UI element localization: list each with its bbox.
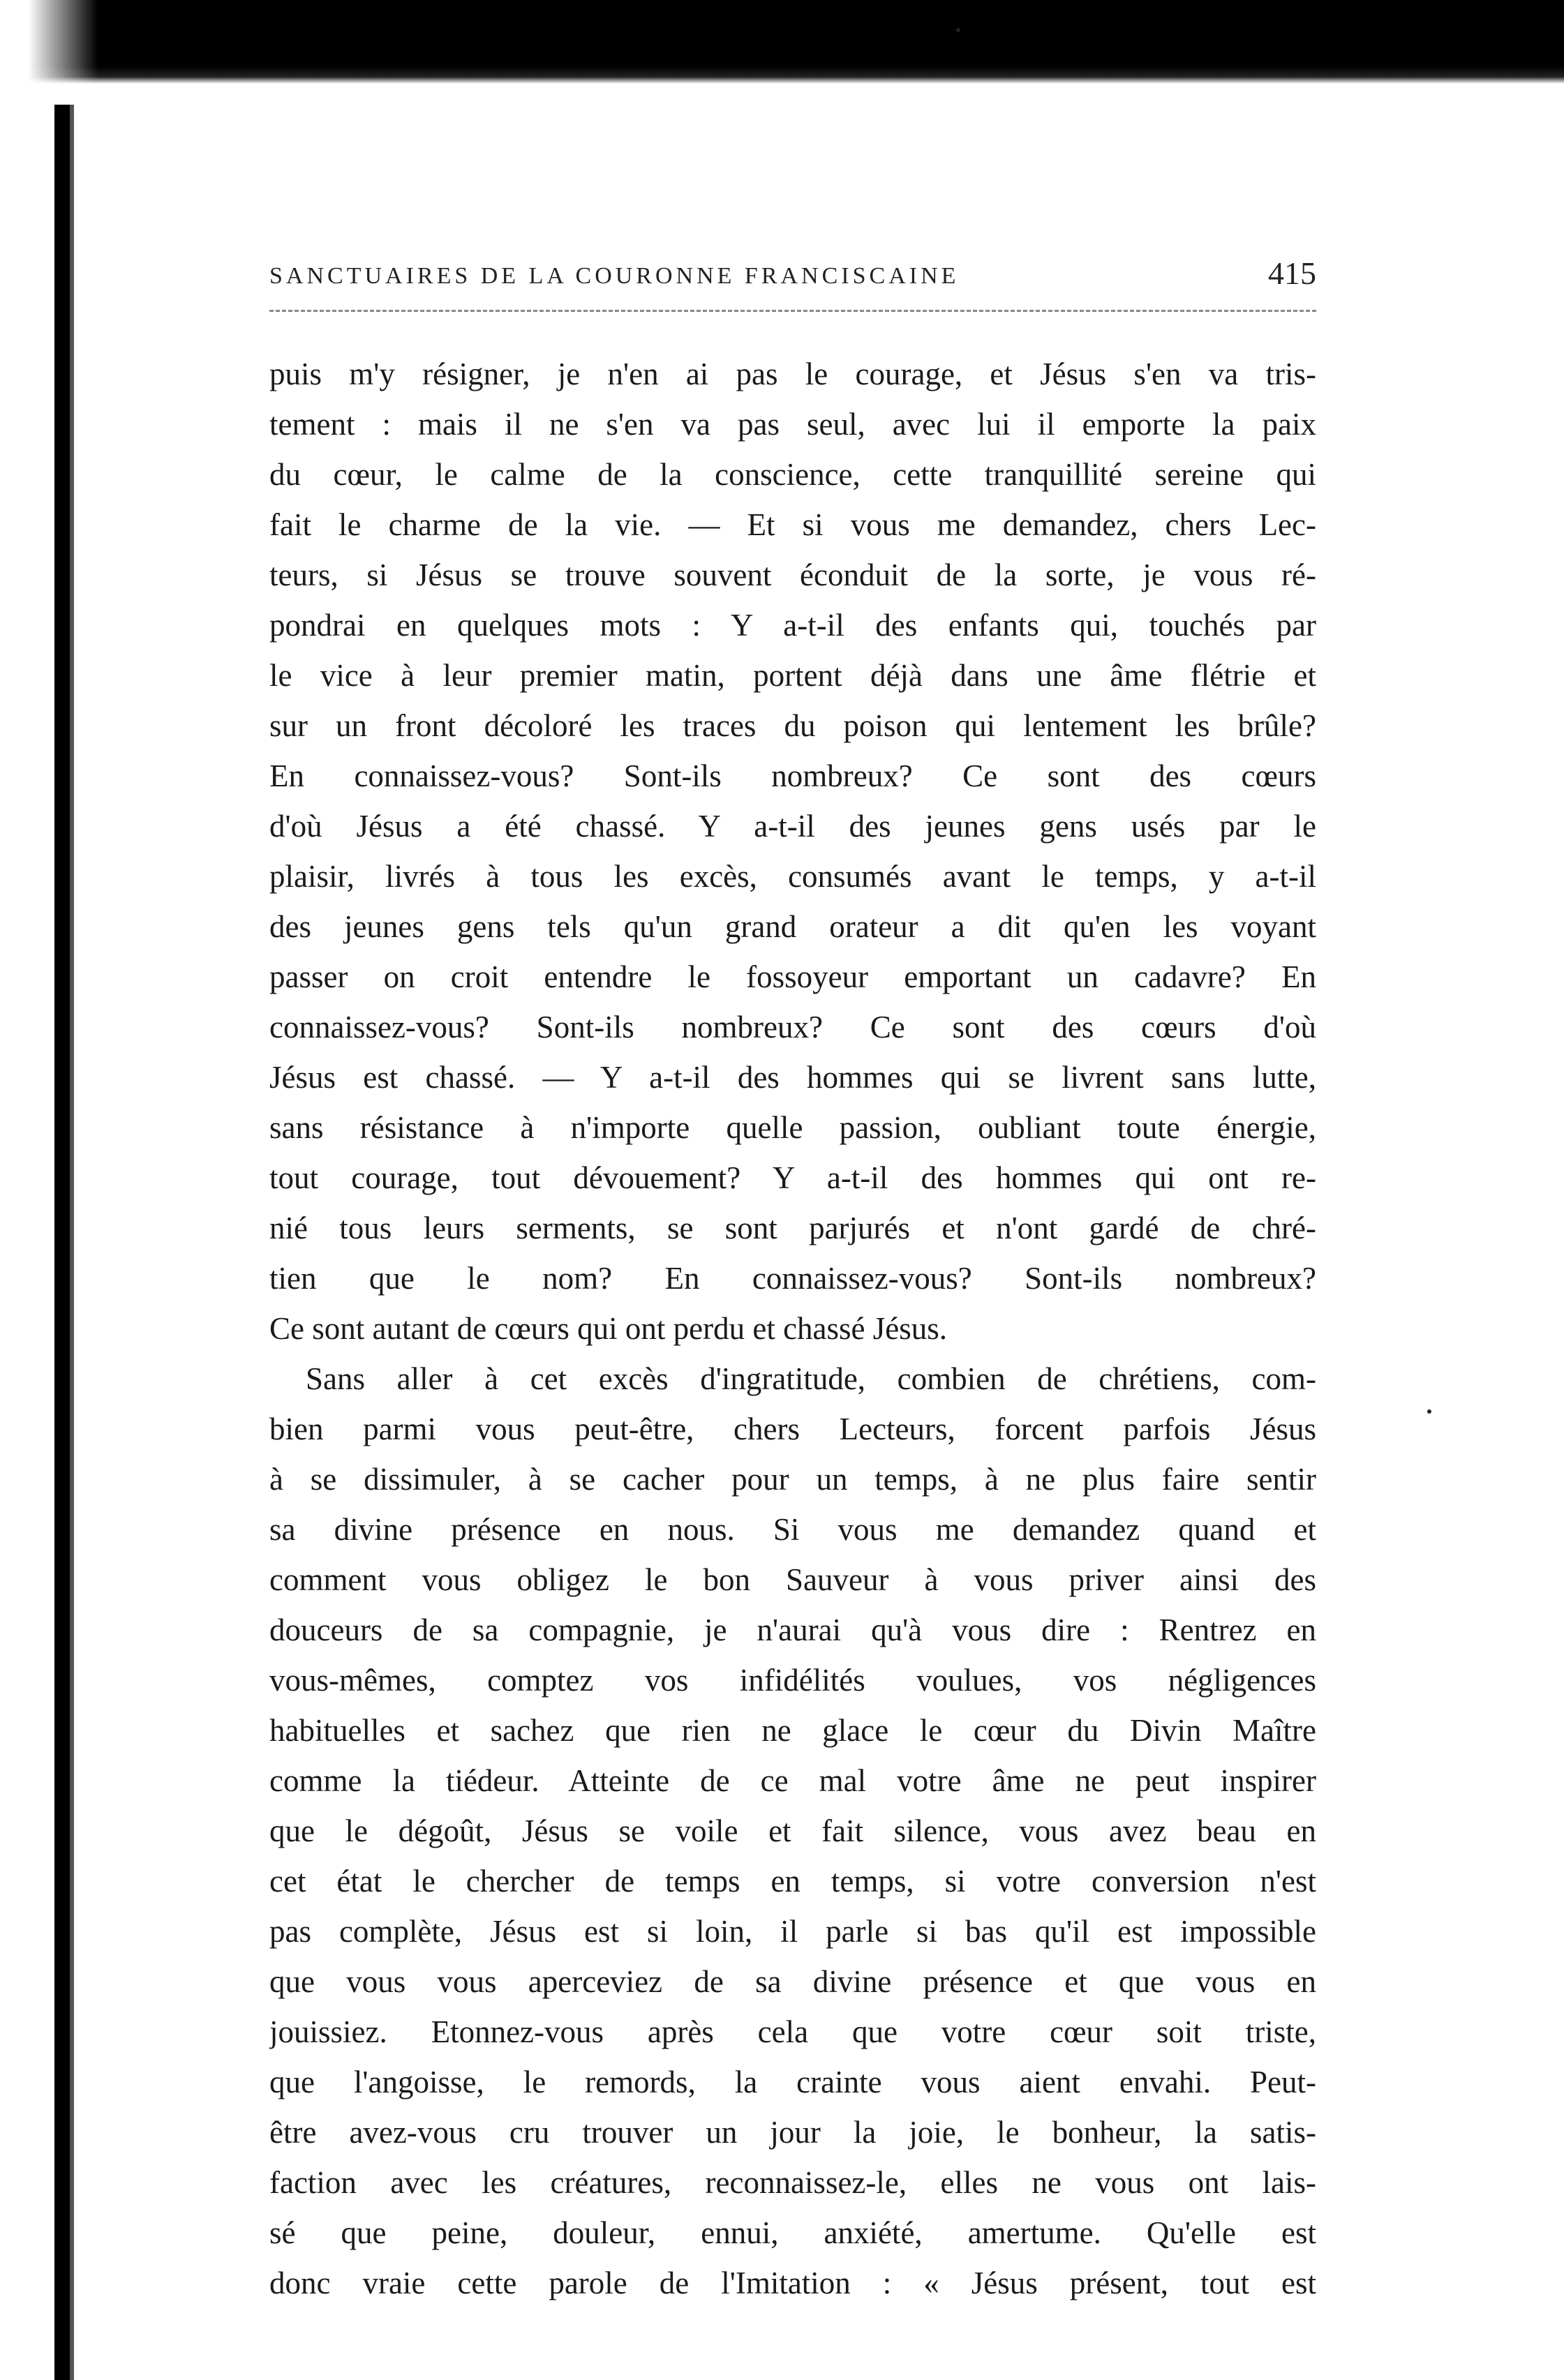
- text-line: plaisir, livrés à tous les excès, consumés avant le temps, y a-t-il: [269, 859, 1316, 894]
- text-line: des jeunes gens tels qu'un grand orateur a dit qu'en les voyant: [269, 909, 1316, 944]
- header-rule: [269, 310, 1316, 312]
- text-line: sé que peine, douleur, ennui, anxiété, amertume. Qu'elle est: [269, 2215, 1316, 2250]
- text-line: d'où Jésus a été chassé. Y a-t-il des jeunes gens usés par le: [269, 809, 1316, 844]
- text-line: être avez-vous cru trouver un jour la joie, le bonheur, la satis-: [269, 2115, 1316, 2150]
- text-line: tout courage, tout dévouement? Y a-t-il des hommes qui ont re-: [269, 1160, 1316, 1195]
- page-number: 415: [1268, 255, 1316, 291]
- text-line: douceurs de sa compagnie, je n'aurai qu'à vous dire : Rentrez en: [269, 1612, 1316, 1647]
- scan-border-top-fade: [0, 0, 1564, 84]
- text-line: nié tous leurs serments, se sont parjurés et n'ont gardé de chré-: [269, 1211, 1316, 1245]
- text-line: teurs, si Jésus se trouve souvent éconduit de la sorte, je vous ré-: [269, 557, 1316, 592]
- text-line: à se dissimuler, à se cacher pour un temps, à ne plus faire sentir: [269, 1462, 1316, 1497]
- text-line: tien que le nom? En connaissez-vous? Sont-ils nombreux?: [269, 1261, 1316, 1296]
- text-line: puis m'y résigner, je n'en ai pas le courage, et Jésus s'en va tris-: [269, 357, 1316, 391]
- text-line: En connaissez-vous? Sont-ils nombreux? Ce sont des cœurs: [269, 758, 1316, 793]
- text-line: pondrai en quelques mots : Y a-t-il des enfants qui, touchés par: [269, 608, 1316, 643]
- text-line: passer on croit entendre le fossoyeur emportant un cadavre? En: [269, 959, 1316, 994]
- text-line: tement : mais il ne s'en va pas seul, avec lui il emporte la paix: [269, 407, 1316, 442]
- text-line: comment vous obligez le bon Sauveur à vous priver ainsi des: [269, 1562, 1316, 1597]
- scan-speck: [956, 28, 960, 32]
- text-line: pas complète, Jésus est si loin, il parle si bas qu'il est impossible: [269, 1914, 1316, 1949]
- text-line: que le dégoût, Jésus se voile et fait silence, vous avez beau en: [269, 1813, 1316, 1848]
- text-line: habituelles et sachez que rien ne glace le cœur du Divin Maître: [269, 1713, 1316, 1748]
- text-line: jouissiez. Etonnez-vous après cela que votre cœur soit triste,: [269, 2014, 1316, 2049]
- text-line: Ce sont autant de cœurs qui ont perdu et chassé Jésus.: [269, 1311, 948, 1346]
- scan-border-left: [54, 105, 70, 2380]
- text-line: sur un front décoloré les traces du poison qui lentement les brûle?: [269, 708, 1316, 743]
- text-line: faction avec les créatures, reconnaissez-le, elles ne vous ont lais-: [269, 2165, 1316, 2200]
- text-line: bien parmi vous peut-être, chers Lecteurs, forcent parfois Jésus: [269, 1412, 1316, 1446]
- running-header: [269, 255, 1316, 297]
- scan-border-left-edge: [70, 105, 74, 2380]
- text-line: sa divine présence en nous. Si vous me demandez quand et: [269, 1512, 1316, 1547]
- text-line: comme la tiédeur. Atteinte de ce mal votre âme ne peut inspirer: [269, 1763, 1316, 1798]
- text-line: le vice à leur premier matin, portent déjà dans une âme flétrie et: [269, 658, 1316, 693]
- text-line: que vous vous aperceviez de sa divine présence et que vous en: [269, 1964, 1316, 1999]
- text-line: Jésus est chassé. — Y a-t-il des hommes qui se livrent sans lutte,: [269, 1060, 1316, 1095]
- text-line: cet état le chercher de temps en temps, si votre conversion n'est: [269, 1864, 1316, 1899]
- text-line: fait le charme de la vie. — Et si vous me demandez, chers Lec-: [269, 507, 1316, 542]
- text-line: connaissez-vous? Sont-ils nombreux? Ce sont des cœurs d'où: [269, 1010, 1316, 1045]
- text-line: que l'angoisse, le remords, la crainte vous aient envahi. Peut-: [269, 2065, 1316, 2100]
- text-line: sans résistance à n'importe quelle passion, oubliant toute énergie,: [269, 1110, 1316, 1145]
- text-line: vous-mêmes, comptez vos infidélités voulues, vos négligences: [269, 1663, 1316, 1698]
- text-line: du cœur, le calme de la conscience, cette tranquillité sereine qui: [269, 457, 1316, 492]
- text-line: donc vraie cette parole de l'Imitation : « Jésus présent, tout est: [269, 2266, 1316, 2300]
- scan-speck: [1427, 1409, 1431, 1414]
- text-line: Sans aller à cet excès d'ingratitude, combien de chrétiens, com-: [306, 1361, 1316, 1396]
- body-text: [269, 349, 1316, 2308]
- header-title: SANCTUAIRES DE LA COURONNE FRANCISCAINE: [269, 263, 960, 289]
